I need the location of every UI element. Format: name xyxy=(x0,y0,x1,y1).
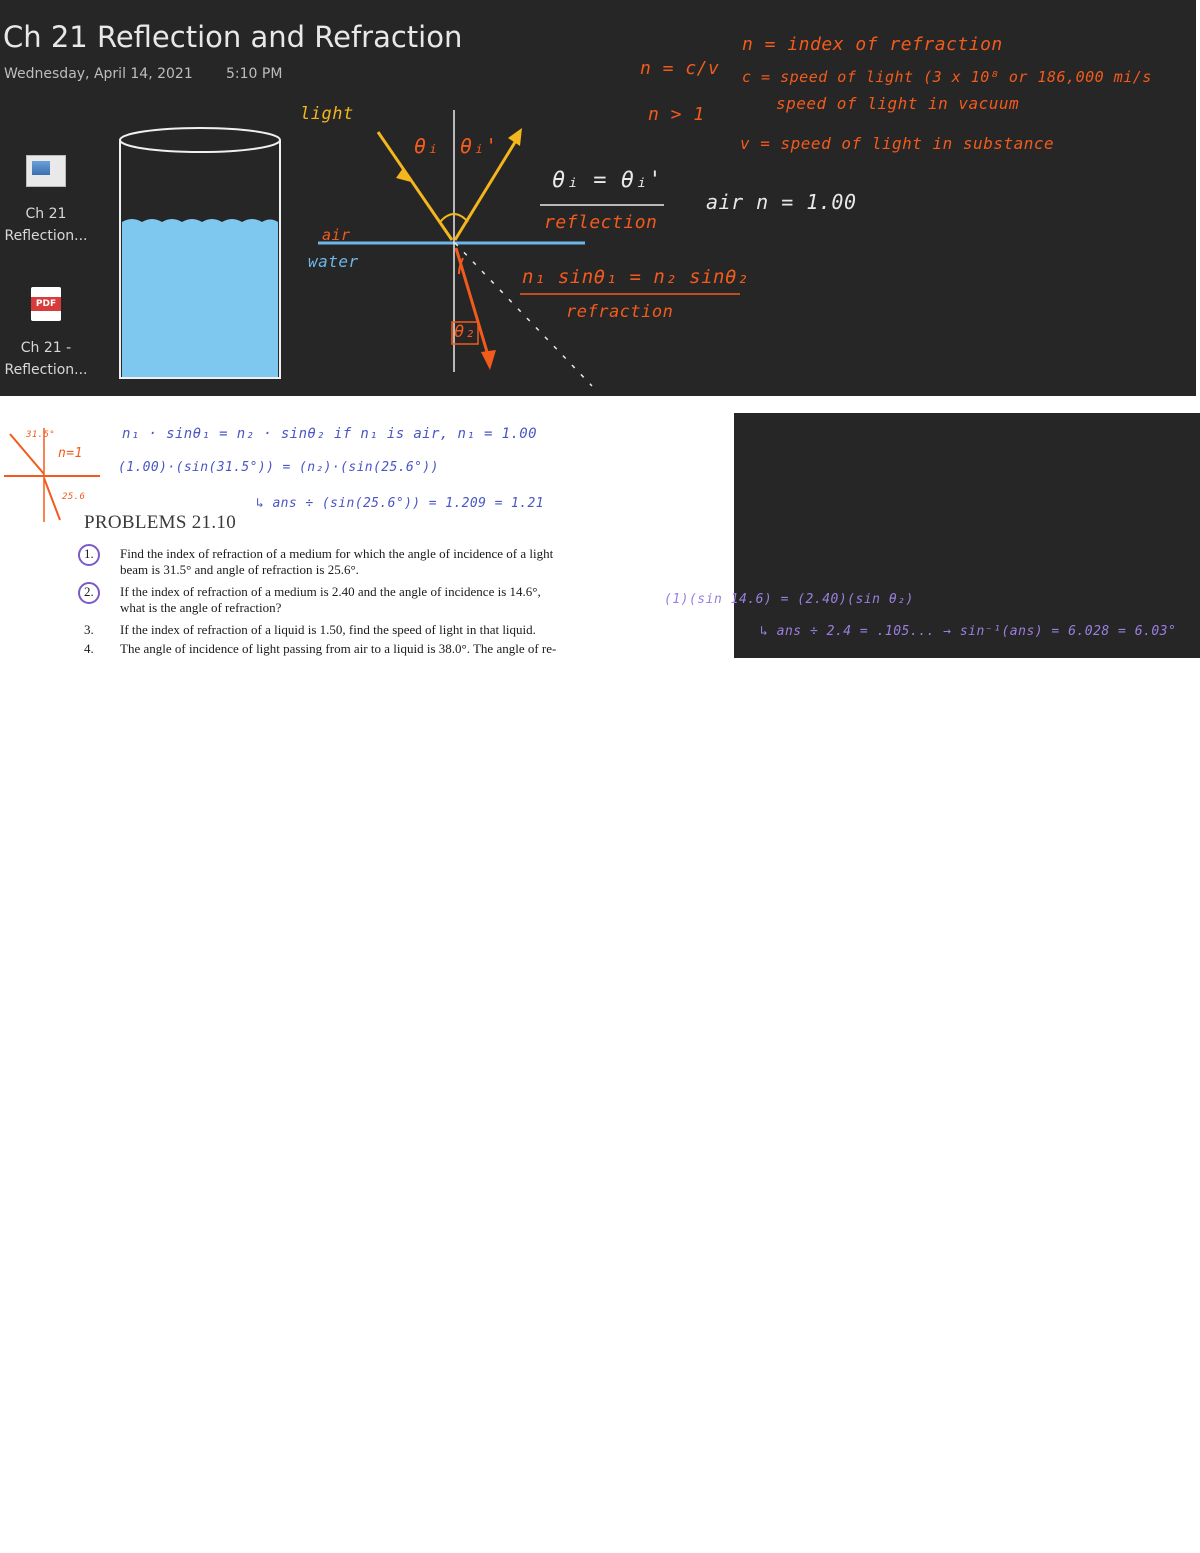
worked-snell-law: n₁ · sinθ₁ = n₂ · sinθ₂ if n₁ is air, n₁ = 1.00 xyxy=(122,426,537,442)
page-date: Wednesday, April 14, 2021 xyxy=(4,66,193,82)
pdf-badge: PDF xyxy=(31,297,61,311)
problem-number: 3. xyxy=(84,622,94,637)
attachment-label: Reflection... xyxy=(4,228,88,244)
problem-item xyxy=(84,622,664,638)
problem2-work-line2: ↳ ans ÷ 2.4 = .105... → sin⁻¹(ans) = 6.028 = 6.03° xyxy=(760,624,1177,639)
attachment-label: Reflection... xyxy=(4,362,88,378)
problem-item xyxy=(84,546,664,578)
problem-text: If the index of refraction of a liquid is 1.50, find the speed of light in that liquid. xyxy=(120,622,536,637)
worked-answer: ↳ ans ÷ (sin(25.6°)) = 1.209 = 1.21 xyxy=(256,496,544,511)
attachment-label: Ch 21 - xyxy=(20,340,72,356)
label-theta-refracted: θ₂ xyxy=(454,322,476,342)
problem-text: what is the angle of refraction? xyxy=(120,600,282,615)
textbook-section xyxy=(0,396,1200,658)
beaker-drawing xyxy=(120,128,280,378)
ink-panel xyxy=(734,413,1200,658)
worked-substitution: (1.00)·(sin(31.5°)) = (n₂)·(sin(25.6°)) xyxy=(118,460,439,475)
note-snell-law: n₁ sinθ₁ = n₂ sinθ₂ xyxy=(522,266,749,288)
note-n-equation: n = c/v xyxy=(640,58,720,79)
problem-item xyxy=(84,641,664,657)
problem-text: If the index of refraction of a medium is 2.40 and the angle of incidence is 14.6°, xyxy=(120,584,541,599)
onenote-page-panel xyxy=(0,0,1196,396)
note-reflection-equation: θᵢ = θᵢ' xyxy=(552,168,662,193)
note-n-greater-than-one: n > 1 xyxy=(648,104,705,125)
page-title: Ch 21 Reflection and Refraction xyxy=(3,20,463,54)
refracted-arrowhead xyxy=(481,350,496,370)
problem-text: Find the index of refraction of a medium for which the angle of incidence of a light xyxy=(120,546,554,561)
problem2-work-line1: (1)(sin 14.6) = (2.40)(sin θ₂) xyxy=(664,592,914,607)
note-refraction-label: refraction xyxy=(566,302,674,322)
note-n-definition: n = index of refraction xyxy=(742,34,1003,55)
label-theta-incident: θᵢ xyxy=(414,134,440,158)
attachment-label: Ch 21 xyxy=(25,206,67,222)
note-reflection-label: reflection xyxy=(544,212,658,233)
problem-text: beam is 31.5° and angle of refraction is 25.6°. xyxy=(120,562,359,577)
note-air-index: air n = 1.00 xyxy=(706,190,857,214)
problem-number: 1. xyxy=(84,546,94,561)
mini-n-air: n=1 xyxy=(58,446,83,461)
problem-item xyxy=(84,584,664,616)
label-theta-reflected: θᵢ' xyxy=(460,134,498,158)
label-air: air xyxy=(322,226,351,244)
label-water: water xyxy=(308,252,359,271)
problems-heading: PROBLEMS 21.10 xyxy=(84,512,237,533)
page-time: 5:10 PM xyxy=(226,66,283,82)
note-c-definition: c = speed of light (3 x 10⁸ or 186,000 mi/s xyxy=(742,68,1152,86)
label-light: light xyxy=(300,104,354,124)
note-c-vacuum: speed of light in vacuum xyxy=(776,94,1020,113)
ink-drawings xyxy=(0,0,1196,396)
problem-number: 2. xyxy=(84,584,94,599)
problem-number: 4. xyxy=(84,641,94,656)
note-v-definition: v = speed of light in substance xyxy=(740,134,1055,153)
problem-text: The angle of incidence of light passing from air to a liquid is 38.0°. The angle of re- xyxy=(120,641,557,656)
mini-angle-incident: 31.5° xyxy=(26,430,56,440)
mini-angle-refracted: 25.6 xyxy=(62,492,86,502)
